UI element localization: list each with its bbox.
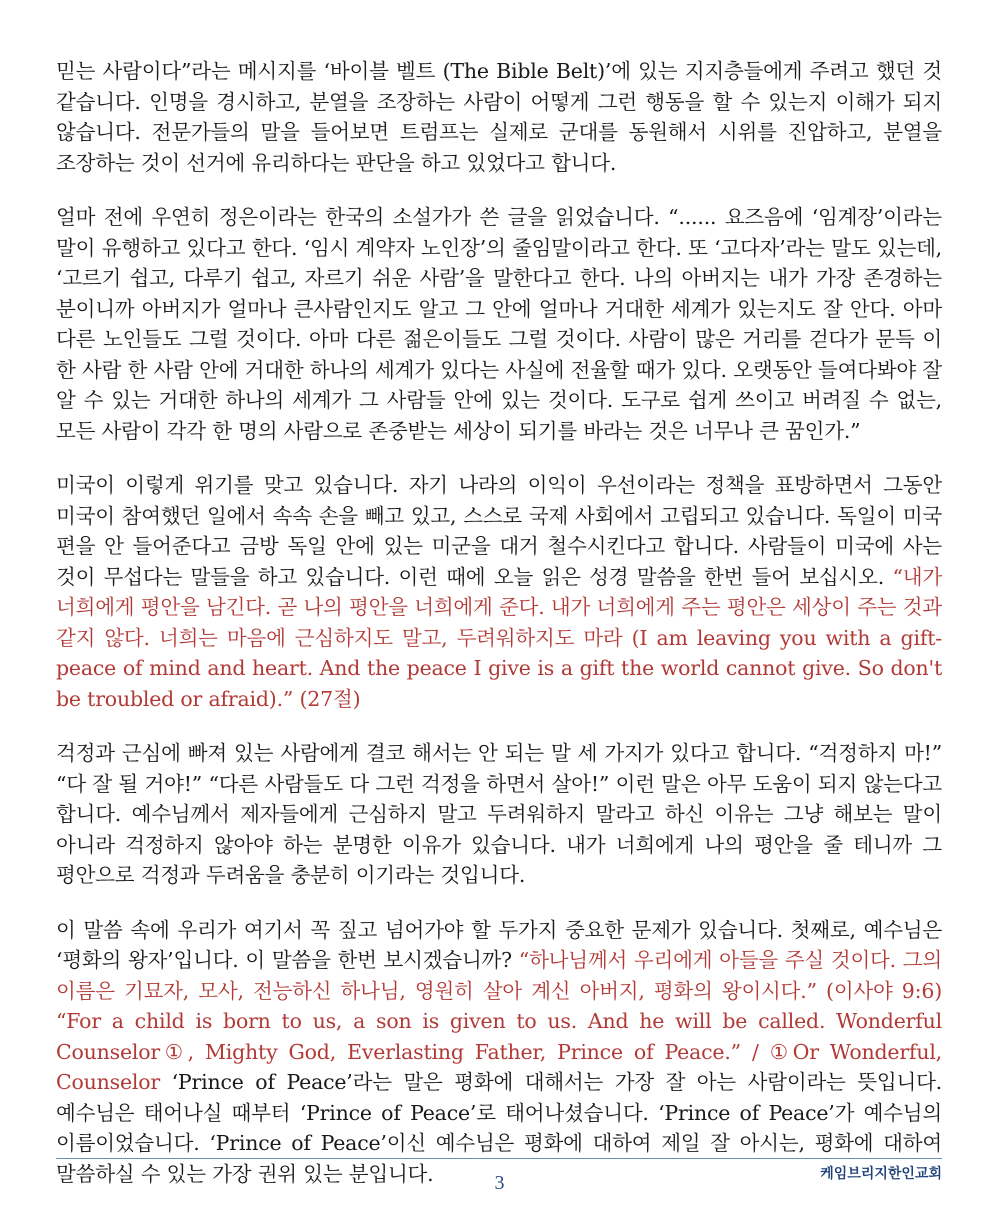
paragraph-2 <box>56 202 942 446</box>
page-number: 3 <box>494 1172 505 1194</box>
paragraph-text: 믿는 사람이다”라는 메시지를 ‘바이블 벨트 (The Bible Belt)’에 있는 지지층들에게 주려고 했던 것 같습니다. 인명을 경시하고, 분열을 조장하는 사람이 어떻게 그런 행동을 할 수 있는지 이해가 되지 않습니다. 전문가들의 말을 들어보면 트럼프는 실제로 군대를 동원해서 시위를 진압하고, 분열을 조장하는 것이 선거에 유리하다는 판단을 하고 있었다고 합니다. <box>56 59 942 175</box>
paragraph-5 <box>56 915 942 1190</box>
paragraph-text: 걱정과 근심에 빠져 있는 사람에게 결코 해서는 안 되는 말 세 가지가 있다고 합니다. “걱정하지 마!” “다 잘 될 거야!” “다른 사람들도 다 그런 걱정을 하면서 살아!” 이런 말은 아무 도움이 되지 않는다고 합니다. 예수님께서 제자들에게 근심하지 말고 두려워하지 말라고 하신 이유는 그냥 해보는 말이 아니라 걱정하지 않아야 하는 분명한 이유가 있습니다. 내가 너희에게 나의 평안을 줄 테니까 그 평안으로 걱정과 두려움을 충분히 이기라는 것입니다. <box>56 741 942 887</box>
scripture-quote: “하나님께서 우리에게 아들을 주실 것이다. 그의 이름은 기묘자, 모사, 전능하신 하나님, 영원히 살아 계신 아버지, 평화의 왕이시다.” (이사야 9:6) “For a child is born to us, a son is given to us. And he will be called. Wonderful Counselor①, Mighty God, Everlasting Father, Prince of Peace.” / ①Or Wonderful, Counselor <box>56 948 943 1094</box>
paragraph-text: 얼마 전에 우연히 정은이라는 한국의 소설가가 쓴 글을 읽었습니다. “...... 요즈음에 ‘임계장’이라는 말이 유행하고 있다고 한다. ‘임시 계약자 노인장’의 줄임말이라고 한다. 또 ‘고다자’라는 말도 있는데, ‘고르기 쉽고, 다루기 쉽고, 자르기 쉬운 사람’을 말한다고 한다. 나의 아버지는 내가 가장 존경하는 분이니까 아버지가 얼마나 큰사람인지도 알고 그 안에 얼마나 거대한 세계가 있는지도 잘 안다. 아마 다른 노인들도 그럴 것이다. 아마 다른 젊은이들도 그럴 것이다. 사람이 많은 거리를 걷다가 문득 이 한 사람 한 사람 안에 거대한 하나의 세계가 있다는 사실에 전율할 때가 있다. 오랫동안 들여다봐야 잘 알 수 있는 거대한 하나의 세계가 그 사람들 안에 있는 것이다. 도구로 쉽게 쓰이고 버려질 수 없는, 모든 사람이 각각 한 명의 사람으로 존중받는 세상이 되기를 바라는 것은 너무나 큰 꿈인가.” <box>56 205 942 443</box>
paragraph-1 <box>56 56 942 178</box>
document-body <box>56 56 942 1213</box>
paragraph-4 <box>56 738 942 891</box>
footer-divider <box>56 1158 942 1159</box>
paragraph-3 <box>56 470 942 714</box>
scripture-quote: “내가 너희에게 평안을 남긴다. 곧 나의 평안을 너희에게 준다. 내가 너희에게 주는 평안은 세상이 주는 것과 같지 않다. 너희는 마음에 근심하지도 말고, 두려워하지도 마라 (I am leaving you with a gift-peace of mind and heart. And the peace I give is a gift the world cannot give. So don't be troubled or afraid).” (27절) <box>56 564 942 711</box>
church-name: 케임브리지한인교회 <box>820 1166 942 1182</box>
paragraph-text: 미국이 이렇게 위기를 맞고 있습니다. 자기 나라의 이익이 우선이라는 정책을 표방하면서 그동안 미국이 참여했던 일에서 속속 손을 빼고 있고, 스스로 국제 사회에서 고립되고 있습니다. 독일이 미국 편을 안 들어준다고 금방 독일 안에 있는 미군을 대거 철수시킨다고 합니다. 사람들이 미국에 사는 것이 무섭다는 말들을 하고 있습니다. 이런 때에 오늘 읽은 성경 말씀을 한번 들어 보십시오. <box>56 473 942 589</box>
paragraph-text: ‘Prince of Peace’라는 말은 평화에 대해서는 가장 잘 아는 사람이라는 뜻입니다. 예수님은 태어나실 때부터 ‘Prince of Peace’로 태어나셨습니다. ‘Prince of Peace’가 예수님의 이름이었습니다. ‘Prince of Peace’이신 예수님은 평화에 대하여 제일 잘 아시는, 평화에 대하여 말씀하실 수 있는 가장 권위 있는 분입니다. <box>56 1070 942 1186</box>
paragraph-text: 이 말씀 속에 우리가 여기서 꼭 짚고 넘어가야 할 두가지 중요한 문제가 있습니다. 첫째로, 예수님은 ‘평화의 왕자’입니다. 이 말씀을 한번 보시겠습니까? <box>56 917 942 972</box>
